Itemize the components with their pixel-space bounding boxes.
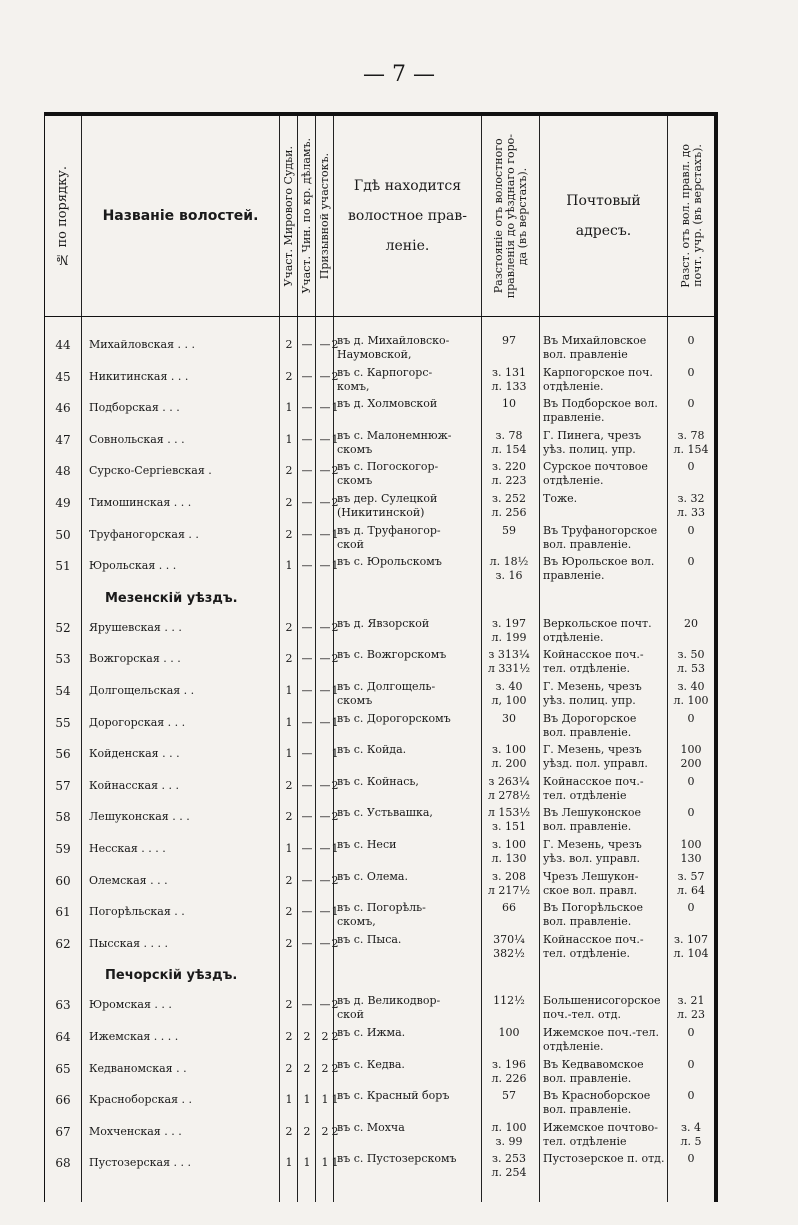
- judge-district: 2: [285, 464, 293, 478]
- header-no: [45, 116, 81, 316]
- stan: 2: [331, 778, 339, 792]
- board-location: въ д. Михайловско- Наумовской,: [337, 334, 450, 361]
- judge-district: 1: [285, 432, 293, 446]
- judge-district: 2: [285, 620, 293, 634]
- postal-address: Койнасское поч.- тел. отдѣленіе.: [543, 932, 644, 960]
- judge-district: 2: [285, 1124, 293, 1138]
- header-judge: [280, 116, 297, 316]
- judge-district: 2: [285, 1030, 293, 1043]
- official-district: —: [301, 652, 313, 666]
- table-row: [45, 743, 715, 773]
- judge-district: 2: [285, 652, 293, 666]
- volost-name: Труфаногорская . .: [89, 527, 199, 541]
- stan: 2: [331, 369, 339, 383]
- official-district: —: [301, 998, 313, 1012]
- official-district: —: [301, 620, 313, 634]
- section-title: Печорскій уѣздъ.: [105, 968, 238, 984]
- volost-name: Несская . . . .: [89, 842, 166, 855]
- official-district: 2: [303, 1124, 311, 1138]
- distance-to-town: 59: [502, 523, 516, 537]
- stan: 2: [331, 652, 339, 666]
- stan: 2: [331, 873, 339, 887]
- judge-district: 1: [285, 1156, 293, 1170]
- stan: 2: [331, 338, 339, 351]
- header-post: [540, 116, 667, 316]
- draft-district: —: [319, 905, 331, 919]
- distance-to-post: 0: [687, 365, 695, 379]
- header-draft-text: Призывной участокъ.: [317, 152, 331, 280]
- postal-address: Сурское почтовое отдѣленіе.: [543, 460, 648, 488]
- official-district: —: [301, 747, 313, 761]
- header-post-text: Почтовый адресъ.: [566, 193, 641, 239]
- volost-name: Ярушевская . . .: [89, 620, 182, 634]
- stan: 1: [331, 401, 339, 415]
- volost-name: Погорѣльская . .: [89, 905, 185, 919]
- draft-district: —: [319, 778, 331, 792]
- header-where-text: Гдѣ находится волостное прав- леніе.: [348, 178, 467, 254]
- stan: 2: [331, 1030, 339, 1043]
- volost-name: Юрольская . . .: [89, 559, 177, 573]
- official-district: —: [301, 401, 313, 415]
- postal-address: Ижемское почтово- тел. отдѣленіе: [543, 1120, 658, 1148]
- draft-district: 1: [321, 1093, 329, 1107]
- row-number: 64: [55, 1030, 71, 1044]
- draft-district: —: [319, 936, 331, 950]
- draft-district: —: [319, 369, 331, 383]
- board-location: въ с. Неси: [337, 838, 397, 851]
- official-district: —: [301, 369, 313, 383]
- row-number: 56: [55, 747, 71, 762]
- distance-to-post: 100 200: [680, 743, 702, 771]
- postal-address: Г. Мезень, чрезъ уѣз. полиц. упр.: [543, 680, 642, 707]
- board-location: въ с. Юрольскомъ: [337, 555, 442, 569]
- table-row: [45, 1152, 715, 1182]
- distance-to-post: з. 4 л. 5: [680, 1120, 702, 1148]
- draft-district: —: [319, 873, 331, 887]
- distance-to-town: з. 253 л. 254: [491, 1152, 527, 1180]
- distance-to-post: 0: [687, 460, 695, 474]
- row-number: 68: [55, 1156, 71, 1171]
- volost-name: Олемская . . .: [89, 873, 168, 887]
- distance-to-post: з. 32 л. 33: [677, 492, 705, 519]
- distance-to-post: 20: [684, 616, 698, 630]
- stan: 1: [331, 842, 339, 855]
- volost-name: Пысская . . . .: [89, 936, 169, 950]
- distance-to-post: 0: [687, 397, 695, 411]
- row-number: 62: [55, 936, 71, 951]
- volost-name: Ижемская . . . .: [89, 1030, 179, 1043]
- header-dist: [482, 116, 539, 316]
- table-header: [45, 116, 715, 317]
- distance-to-town: 100: [498, 1026, 520, 1039]
- draft-district: 2: [321, 1124, 329, 1138]
- postal-address: Г. Мезень, чрезъ уѣз. вол. управл.: [543, 838, 642, 865]
- draft-district: 1: [321, 1156, 329, 1170]
- board-location: въ с. Погорѣль- скомъ,: [337, 901, 426, 929]
- distance-to-town: з. 208 л 217½: [487, 869, 531, 897]
- judge-district: 2: [285, 338, 293, 351]
- judge-district: 2: [285, 873, 293, 887]
- board-location: въ с. Ижма.: [337, 1026, 406, 1039]
- postal-address: Въ Кедвавомское вол. правленіе.: [543, 1057, 644, 1085]
- distance-to-post: 0: [687, 901, 695, 915]
- distance-to-post: 0: [687, 1089, 695, 1103]
- stan: 2: [331, 1124, 339, 1138]
- official-district: —: [301, 778, 313, 792]
- judge-district: 2: [285, 998, 293, 1012]
- distance-to-town: 30: [502, 711, 516, 725]
- volost-name: Долгощельская . .: [89, 684, 195, 697]
- stan: 1: [331, 684, 339, 697]
- section-title: Мезенскій уѣздъ.: [105, 590, 238, 606]
- board-location: въ с. Койнась,: [337, 774, 419, 788]
- official-district: —: [301, 810, 313, 824]
- header-official: [298, 116, 315, 316]
- table-row: [45, 617, 715, 647]
- row-number: 46: [55, 401, 71, 416]
- distance-to-town: 370¼ 382½: [493, 932, 525, 960]
- official-district: —: [301, 527, 313, 541]
- postal-address: Въ Михайловское вол. правленіе: [543, 334, 647, 361]
- volost-name: Вожгорская . . .: [89, 652, 181, 666]
- stan: 1: [331, 1156, 339, 1170]
- draft-district: —: [319, 432, 331, 446]
- row-number: 45: [55, 369, 71, 384]
- table-row: [45, 838, 715, 868]
- judge-district: 1: [285, 747, 293, 761]
- row-number: 50: [55, 527, 71, 542]
- table-row: [45, 460, 715, 490]
- distance-to-town: з 313¼ л 331½: [487, 648, 531, 676]
- distance-to-town: 97: [502, 334, 516, 347]
- table-row: [45, 429, 715, 459]
- distance-to-town: з. 40 л, 100: [491, 680, 527, 707]
- distance-to-post: з. 57 л. 64: [677, 869, 705, 897]
- volost-name: Совнольская . . .: [89, 432, 185, 446]
- table-row: [45, 806, 715, 836]
- board-location: въ с. Долгощель- скомъ: [337, 680, 436, 707]
- draft-district: 2: [321, 1030, 329, 1043]
- volost-name: Кедваномская . .: [89, 1061, 187, 1075]
- draft-district: —: [319, 338, 331, 351]
- distance-to-post: з. 50 л. 53: [677, 648, 705, 676]
- table-row: [45, 1058, 715, 1088]
- volost-name: Подборская . . .: [89, 401, 180, 415]
- distance-to-town: з. 78 л. 154: [491, 428, 527, 456]
- official-district: 1: [303, 1156, 311, 1170]
- row-number: 51: [55, 559, 71, 574]
- distance-to-post: 0: [687, 711, 695, 725]
- row-number: 67: [55, 1124, 71, 1139]
- board-location: въ д. Великодвор- ской: [337, 994, 441, 1022]
- official-district: —: [301, 905, 313, 919]
- distance-to-town: л. 18½ з. 16: [489, 555, 529, 583]
- stan: 1: [331, 1093, 339, 1107]
- judge-district: 2: [285, 936, 293, 950]
- postal-address: Въ Погорѣльское вол. правленіе.: [543, 901, 643, 929]
- postal-address: Койнасское поч.- тел. отдѣленіе.: [543, 648, 644, 676]
- volost-name: Красноборская . .: [89, 1093, 193, 1107]
- official-district: —: [301, 338, 313, 351]
- postal-address: Большенисогорское поч.-тел. отд.: [543, 994, 661, 1022]
- row-number: 54: [55, 684, 71, 698]
- distance-to-town: з. 196 л. 226: [491, 1057, 527, 1085]
- distance-to-town: з. 197 л. 199: [491, 616, 527, 644]
- row-number: 53: [55, 652, 71, 667]
- board-location: въ с. Красный боръ: [337, 1089, 450, 1103]
- official-district: —: [301, 464, 313, 478]
- board-location: въ с. Пустозерскомъ: [337, 1152, 457, 1166]
- judge-district: 2: [285, 1061, 293, 1075]
- draft-district: —: [319, 496, 331, 509]
- distance-to-town: з. 220 л. 223: [491, 460, 527, 488]
- postal-address: Веркольское почт. отдѣленіе.: [543, 616, 652, 644]
- table-row: [45, 1121, 715, 1151]
- table-row: [45, 712, 715, 742]
- postal-address: Въ Лешуконское вол. правленіе.: [543, 806, 641, 834]
- header-no-text: № по порядку.: [55, 165, 70, 267]
- postal-address: Ижемское поч.-тел. отдѣленіе.: [543, 1026, 659, 1053]
- judge-district: 2: [285, 778, 293, 792]
- distance-to-town: з. 100 л. 130: [491, 838, 527, 865]
- stan: 2: [331, 998, 339, 1012]
- official-district: —: [301, 496, 313, 509]
- draft-district: —: [319, 998, 331, 1012]
- distance-to-post: 0: [687, 1152, 695, 1166]
- distance-to-town: з 263¼ л 278½: [487, 774, 531, 802]
- board-location: въ д. Явзорской: [337, 616, 430, 630]
- distance-to-post: з. 21 л. 23: [677, 994, 705, 1022]
- postal-address: Пустозерское п. отд.: [543, 1152, 665, 1166]
- table-row: [45, 994, 715, 1024]
- board-location: въ дер. Сулецкой (Никитинской): [337, 492, 438, 519]
- judge-district: 1: [285, 842, 293, 855]
- row-number: 47: [55, 432, 71, 447]
- draft-district: —: [319, 810, 331, 824]
- distance-to-town: з. 131 л. 133: [491, 365, 527, 393]
- distance-to-post: 0: [687, 1057, 695, 1071]
- distance-to-post: 0: [687, 1026, 695, 1039]
- distance-to-town: 57: [502, 1089, 516, 1103]
- board-location: въ с. Олема.: [337, 869, 408, 883]
- distance-to-post: 0: [687, 774, 695, 788]
- official-district: 1: [303, 1093, 311, 1107]
- board-location: въ с. Дорогорскомъ: [337, 711, 451, 725]
- board-location: въ д. Холмовской: [337, 397, 438, 411]
- draft-district: —: [319, 401, 331, 415]
- volost-name: Никитинская . . .: [89, 369, 189, 383]
- judge-district: 2: [285, 496, 293, 509]
- postal-address: Карпогорское поч. отдѣленіе.: [543, 365, 653, 393]
- official-district: —: [301, 715, 313, 729]
- row-number: 61: [55, 905, 71, 920]
- volost-name: Юромская . . .: [89, 998, 172, 1012]
- table-row: [45, 397, 715, 427]
- postal-address: Въ Юрольское вол. правленіе.: [543, 555, 655, 583]
- board-location: въ с. Карпогорс- комъ,: [337, 365, 433, 393]
- judge-district: 2: [285, 905, 293, 919]
- distance-to-post: з. 78 л. 154: [673, 428, 709, 456]
- postal-address: Г. Пинега, чрезъ уѣз. полиц. упр.: [543, 428, 642, 456]
- board-location: въ с. Вожгорскомъ: [337, 648, 447, 662]
- distance-to-town: 10: [502, 397, 516, 411]
- volost-name: Тимошинская . . .: [89, 496, 192, 509]
- table-row: [45, 680, 715, 710]
- header-rdist-text: Разст. отъ вол. правл. до почт. учр. (въ верстахъ).: [678, 144, 704, 288]
- postal-address: Въ Дорогорское вол. правленіе.: [543, 711, 637, 739]
- table-row: [45, 334, 715, 364]
- stan: 1: [331, 432, 339, 446]
- volost-name: Койнасская . . .: [89, 778, 180, 792]
- row-number: 49: [55, 496, 71, 510]
- stan: 1: [331, 905, 339, 919]
- row-number: 59: [55, 842, 71, 856]
- table-row: [45, 1026, 715, 1056]
- row-number: 63: [55, 998, 71, 1013]
- board-location: въ с. Кедва.: [337, 1057, 405, 1071]
- board-location: въ с. Пыса.: [337, 932, 402, 946]
- official-district: 2: [303, 1030, 311, 1043]
- judge-district: 2: [285, 527, 293, 541]
- header-stan-cell: [316, 116, 333, 316]
- draft-district: —: [319, 652, 331, 666]
- board-location: въ с. Малонемнюж- скомъ: [337, 428, 452, 456]
- board-location: въ с. Погоскогор- скомъ: [337, 460, 439, 488]
- distance-to-town: 112½: [493, 994, 525, 1008]
- table-row: [45, 933, 715, 963]
- header-judge-text: Участ. Мирового Судьи.: [281, 145, 295, 287]
- postal-address: Койнасское поч.- тел. отдѣленіе: [543, 774, 644, 802]
- row-number: 65: [55, 1061, 71, 1076]
- distance-to-post: з. 107 л. 104: [673, 932, 709, 960]
- judge-district: 2: [285, 810, 293, 824]
- board-location: въ д. Труфаногор- ской: [337, 523, 441, 551]
- stan: 1: [331, 527, 339, 541]
- row-number: 58: [55, 810, 71, 825]
- row-number: 55: [55, 715, 71, 730]
- stan: 1: [331, 715, 339, 729]
- postal-address: Г. Мезень, чрезъ уѣзд. пол. управл.: [543, 743, 648, 771]
- table-row: [45, 555, 715, 585]
- board-location: въ с. Мохча: [337, 1120, 405, 1134]
- official-district: 2: [303, 1061, 311, 1075]
- table-row: [45, 366, 715, 396]
- volost-name: Пустозерская . . .: [89, 1156, 191, 1170]
- table-row: [45, 775, 715, 805]
- row-number: 52: [55, 620, 71, 635]
- header-name: [82, 116, 279, 316]
- judge-district: 1: [285, 684, 293, 697]
- header-rdist: [668, 116, 715, 316]
- postal-address: Въ Красноборское вол. правленіе.: [543, 1089, 651, 1117]
- distance-to-post: 0: [687, 806, 695, 820]
- official-district: —: [301, 936, 313, 950]
- table-row: [45, 524, 715, 554]
- distance-to-post: 0: [687, 523, 695, 537]
- judge-district: 1: [285, 715, 293, 729]
- header-where: [334, 116, 481, 316]
- draft-district: —: [319, 464, 331, 478]
- distance-to-town: л 153½ з. 151: [487, 806, 531, 834]
- draft-district: —: [319, 527, 331, 541]
- board-location: въ с. Устьвашка,: [337, 806, 433, 820]
- draft-district: —: [319, 620, 331, 634]
- volost-name: Мохченская . . .: [89, 1124, 182, 1138]
- table-row: [45, 492, 715, 522]
- postal-address: Въ Подборское вол. правленіе.: [543, 397, 658, 425]
- draft-district: 2: [321, 1061, 329, 1075]
- stan: 2: [331, 464, 339, 478]
- judge-district: 2: [285, 369, 293, 383]
- volost-table: [44, 112, 718, 1202]
- official-district: —: [301, 873, 313, 887]
- postal-address: Въ Труфаногорское вол. правленіе.: [543, 523, 658, 551]
- distance-to-post: 0: [687, 555, 695, 569]
- distance-to-post: 100 130: [680, 838, 702, 865]
- stan: 1: [331, 747, 339, 761]
- distance-to-town: з. 100 л. 200: [491, 743, 527, 771]
- volost-name: Дорогорская . . .: [89, 715, 186, 729]
- header-name-text: Названіе волостей.: [102, 208, 259, 224]
- stan: 2: [331, 1061, 339, 1075]
- stan: 2: [331, 620, 339, 634]
- table-row: [45, 648, 715, 678]
- stan: 2: [331, 936, 339, 950]
- page-number: — 7 —: [363, 62, 435, 87]
- row-number: 48: [55, 464, 71, 479]
- row-number: 60: [55, 873, 71, 888]
- table-row: [45, 901, 715, 931]
- draft-district: —: [319, 715, 331, 729]
- judge-district: 1: [285, 559, 293, 573]
- volost-name: Сурско-Сергіевская .: [89, 464, 212, 478]
- distance-to-town: з. 252 л. 256: [491, 492, 527, 519]
- row-number: 57: [55, 778, 71, 793]
- row-number: 66: [55, 1093, 71, 1108]
- draft-district: —: [319, 684, 331, 697]
- distance-to-post: з. 40 л. 100: [673, 680, 709, 707]
- official-district: —: [301, 559, 313, 573]
- judge-district: 1: [285, 1093, 293, 1107]
- volost-name: Койденская . . .: [89, 747, 180, 761]
- header-official-text: Участ. Чин. по кр. дѣламъ.: [299, 138, 313, 294]
- distance-to-town: л. 100 з. 99: [491, 1120, 527, 1148]
- draft-district: —: [319, 559, 331, 573]
- postal-address: Чрезъ Лешукон- ское вол. правл.: [543, 869, 639, 897]
- distance-to-post: 0: [687, 334, 695, 347]
- official-district: —: [301, 842, 313, 855]
- stan: 2: [331, 496, 339, 509]
- board-location: въ с. Койда.: [337, 743, 407, 757]
- table-row: [45, 870, 715, 900]
- official-district: —: [301, 432, 313, 446]
- stan: 1: [331, 559, 339, 573]
- draft-district: —: [319, 842, 331, 855]
- row-number: 44: [55, 338, 71, 352]
- stan: 2: [331, 810, 339, 824]
- header-dist-text: Разстояніе отъ волостного правленія до уѣзднаго горо- да (въ верстахъ).: [491, 133, 529, 299]
- postal-address: Тоже.: [543, 492, 578, 505]
- judge-district: 1: [285, 401, 293, 415]
- official-district: —: [301, 684, 313, 697]
- volost-name: Михайловская . . .: [89, 338, 196, 351]
- distance-to-town: 66: [502, 901, 516, 915]
- volost-name: Лешуконская . . .: [89, 810, 190, 824]
- table-row: [45, 1089, 715, 1119]
